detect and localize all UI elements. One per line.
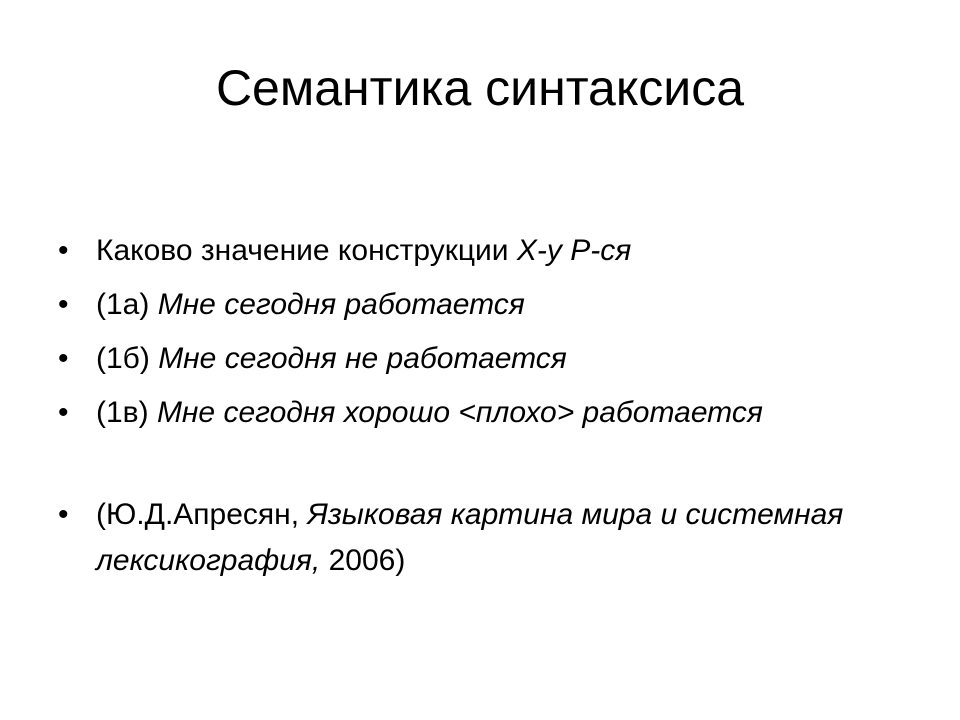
item-italic-text: Мне сегодня работается (157, 288, 525, 321)
bullet-list (58, 228, 918, 592)
bullet-icon: • (58, 498, 69, 531)
list-item (58, 390, 918, 436)
item-italic-text: Мне сегодня хорошо <плохо> работается (156, 396, 763, 429)
item-text: (1в) (96, 396, 157, 429)
list-item (58, 336, 918, 382)
bullet-icon: • (58, 396, 69, 429)
bullet-icon: • (58, 234, 69, 267)
list-item (58, 228, 918, 274)
citation-suffix: 2006) (320, 544, 406, 577)
list-item (58, 282, 918, 328)
citation-book-title: Языковая картина мира и системная лексикография, (96, 498, 844, 577)
bullet-icon: • (58, 342, 69, 375)
list-item (58, 492, 918, 584)
item-text: (1б) (96, 342, 159, 375)
slide-title: Семантика синтаксиса (215, 60, 745, 116)
item-text: (1а) (96, 288, 158, 321)
item-text: Каково значение конструкции (96, 234, 517, 267)
item-italic-text: X-у P-ся (516, 234, 632, 267)
item-italic-text: Мне сегодня не работается (158, 342, 567, 375)
bullet-icon: • (58, 288, 69, 321)
citation-prefix: (Ю.Д.Апресян, (96, 498, 308, 531)
